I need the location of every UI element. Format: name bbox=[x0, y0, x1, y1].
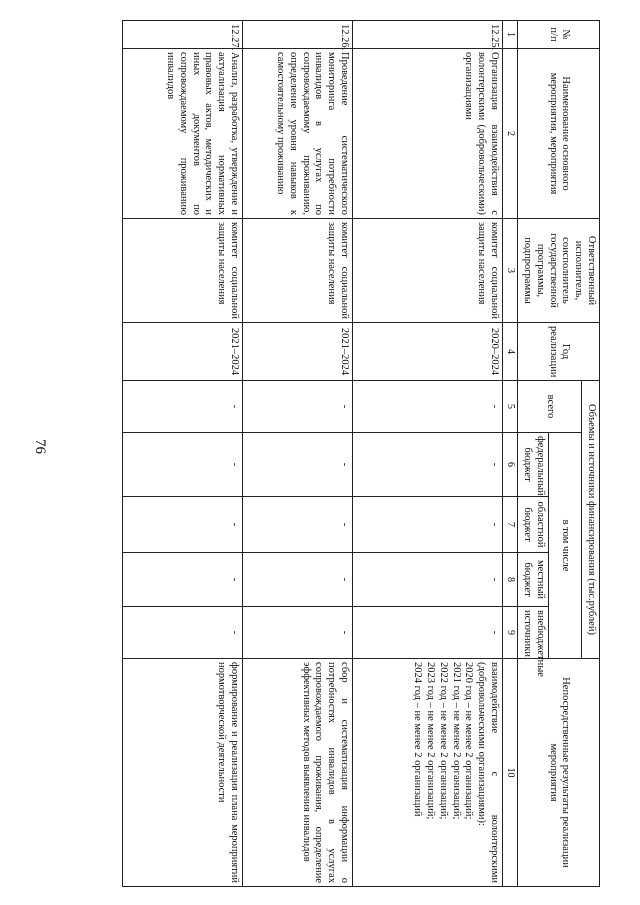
row-extra: - bbox=[243, 606, 353, 658]
row-local: - bbox=[353, 552, 503, 606]
table-row bbox=[123, 20, 243, 886]
column-number: 10 bbox=[503, 658, 518, 886]
column-number: 9 bbox=[503, 606, 518, 658]
row-name: Анализ, разработка, утверждение и актуализация нормативных правовых актов, методических и иных документов по сопровождаемому проживанию инвалидов bbox=[123, 48, 243, 218]
row-extra: - bbox=[123, 606, 243, 658]
row-local: - bbox=[243, 552, 353, 606]
column-number: 5 bbox=[503, 380, 518, 432]
result-line: 2020 год – не менее 2 организаций; bbox=[463, 661, 475, 819]
row-num: 12.26. bbox=[243, 20, 353, 48]
column-number: 4 bbox=[503, 322, 518, 380]
header-extra: внебюджетные источники bbox=[518, 606, 549, 658]
table-row bbox=[243, 20, 353, 886]
header-total: всего bbox=[518, 380, 582, 432]
row-num: 12.25. bbox=[353, 20, 503, 48]
row-executor: комитет социальной защиты населения bbox=[243, 218, 353, 322]
row-extra: - bbox=[353, 606, 503, 658]
column-number: 1 bbox=[503, 20, 518, 48]
row-regional: - bbox=[353, 496, 503, 552]
result-line: 2024 год – не менее 2 организаций bbox=[412, 661, 424, 817]
header-executor: Ответственный исполнитель, соисполнитель государственной программы, подпрограммы bbox=[518, 218, 600, 322]
row-year: 2021–2024 bbox=[243, 322, 353, 380]
rotated-page bbox=[40, 20, 600, 886]
header-including: в том числе bbox=[548, 432, 581, 658]
row-executor: комитет социальной защиты населения bbox=[123, 218, 243, 322]
result-line: 2021 год – не менее 2 организаций; bbox=[450, 661, 462, 819]
row-federal: - bbox=[123, 432, 243, 496]
row-name: Проведение систематического мониторинга потребности инвалидов в услугах по сопровождаемому проживанию, определение уровня навыков к самостоятельному проживанию bbox=[243, 48, 353, 218]
column-number: 7 bbox=[503, 496, 518, 552]
row-num: 12.27. bbox=[123, 20, 243, 48]
header-federal: федеральный бюджет bbox=[518, 432, 549, 496]
header-regional: областной бюджет bbox=[518, 496, 549, 552]
program-table bbox=[122, 20, 600, 887]
row-name: Организация взаимодействия с волонтерскими (добровольческими) организациями bbox=[353, 48, 503, 218]
row-total: - bbox=[353, 380, 503, 432]
row-federal: - bbox=[353, 432, 503, 496]
column-number: 6 bbox=[503, 432, 518, 496]
result-line: сбор и систематизация информации о потребностях инвалидов в услугах сопровождаемого проживания, определение эффективных методов выявления инвалидов bbox=[300, 661, 351, 883]
result-line: взаимодействие с волонтерскими (добровольческими организациями): bbox=[476, 661, 501, 883]
row-executor: комитет социальной защиты населения bbox=[353, 218, 503, 322]
row-federal: - bbox=[243, 432, 353, 496]
row-year: 2020–2024 bbox=[353, 322, 503, 380]
row-results bbox=[353, 658, 503, 886]
row-regional: - bbox=[123, 496, 243, 552]
row-year: 2021–2024 bbox=[123, 322, 243, 380]
header-num: № п/п bbox=[518, 20, 600, 48]
header-name: Наименование основного мероприятия, мероприятия bbox=[518, 48, 600, 218]
header-local: местный бюджет bbox=[518, 552, 549, 606]
row-local: - bbox=[123, 552, 243, 606]
row-total: - bbox=[123, 380, 243, 432]
column-number: 3 bbox=[503, 218, 518, 322]
table-row bbox=[353, 20, 503, 886]
result-line: 2022 год – не менее 2 организаций; bbox=[437, 661, 449, 819]
header-results: Непосредственные результаты реализации мероприятия bbox=[518, 658, 600, 886]
row-results bbox=[123, 658, 243, 886]
page-number: 76 bbox=[32, 439, 48, 454]
header-funding: Объемы и источники финансирования (тыс.рублей) bbox=[582, 380, 600, 658]
column-number: 8 bbox=[503, 552, 518, 606]
result-line: формирование и реализация плана мероприятий нормотворческой деятельности bbox=[216, 661, 241, 883]
header-year: Год реализации bbox=[518, 322, 600, 380]
row-regional: - bbox=[243, 496, 353, 552]
column-number-row bbox=[503, 20, 518, 886]
row-total: - bbox=[243, 380, 353, 432]
result-line: 2023 год – не менее 2 организаций; bbox=[425, 661, 437, 819]
row-results bbox=[243, 658, 353, 886]
column-number: 2 bbox=[503, 48, 518, 218]
